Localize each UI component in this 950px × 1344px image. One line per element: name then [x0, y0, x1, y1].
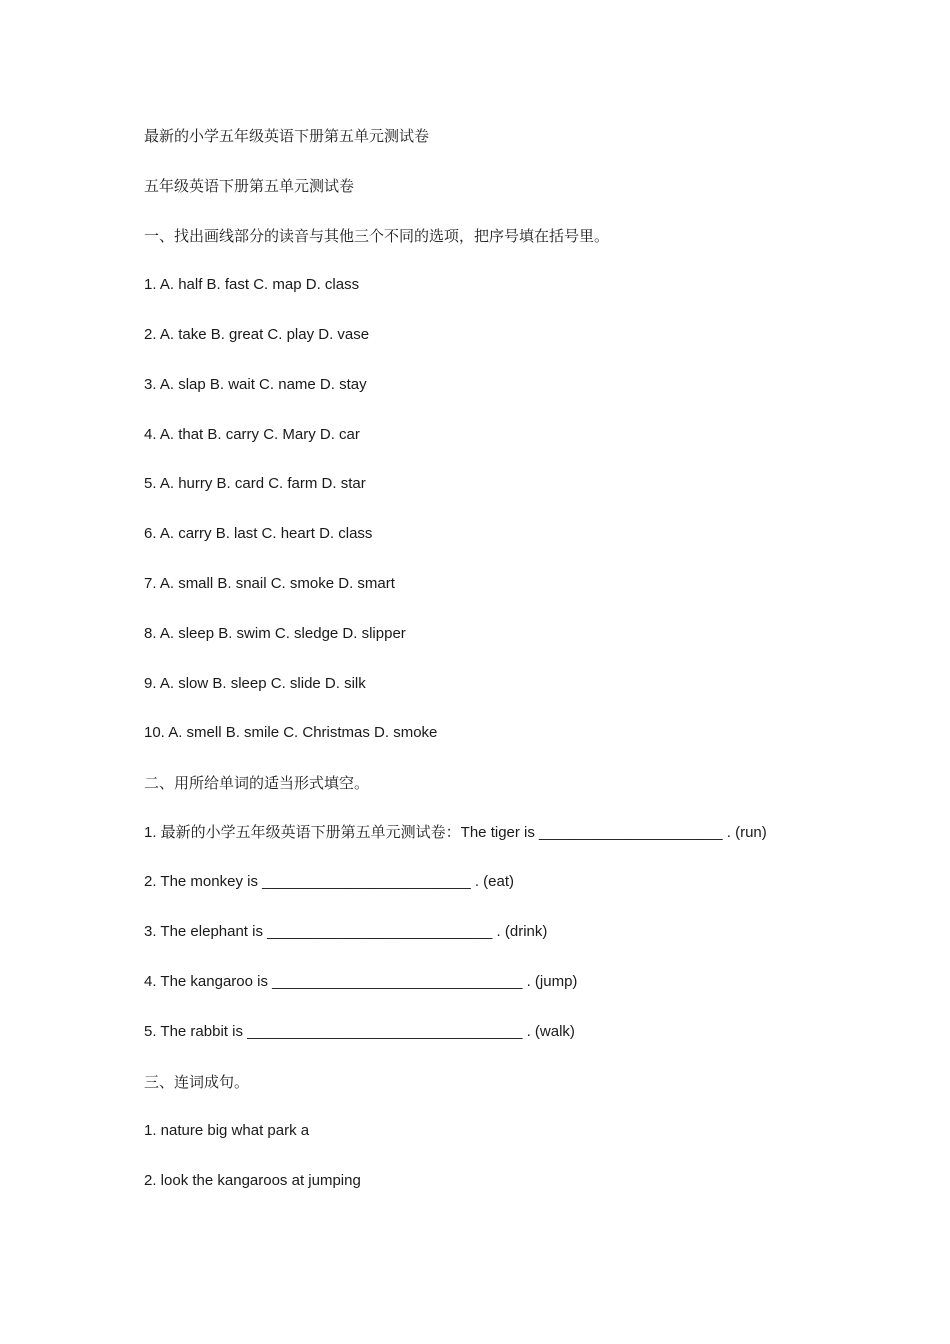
sentence-item: 1. nature big what park a [144, 1122, 310, 1139]
document-title: 最新的小学五年级英语下册第五单元测试卷 [144, 127, 430, 145]
question-item: 10. A. smell B. smile C. Christmas D. smoke [144, 724, 438, 741]
question-item: 2. A. take B. great C. play D. vase [144, 326, 370, 343]
fill-blank-item: 5. The rabbit is _________________________________ . (walk) [144, 1023, 575, 1040]
question-item: 3. A. slap B. wait C. name D. stay [144, 376, 367, 393]
section-3-heading: 三、连词成句。 [144, 1073, 250, 1091]
section-2-heading: 二、用所给单词的适当形式填空。 [144, 774, 370, 792]
fill-blank-item: 4. The kangaroo is ______________________________ . (jump) [144, 973, 578, 990]
question-item: 9. A. slow B. sleep C. slide D. silk [144, 675, 366, 692]
question-item: 4. A. that B. carry C. Mary D. car [144, 426, 360, 443]
question-item: 1. A. half B. fast C. map D. class [144, 276, 360, 293]
fill-blank-item: 3. The elephant is ___________________________ . (drink) [144, 923, 548, 940]
document-subtitle: 五年级英语下册第五单元测试卷 [144, 177, 355, 195]
fill-blank-item: 1. 最新的小学五年级英语下册第五单元测试卷：The tiger is ______________________ . (run) [144, 824, 767, 841]
fill-blank-item: 2. The monkey is _________________________ . (eat) [144, 873, 515, 890]
question-item: 5. A. hurry B. card C. farm D. star [144, 475, 366, 492]
section-1-heading: 一、找出画线部分的读音与其他三个不同的选项，把序号填在括号里。 [144, 227, 610, 245]
sentence-item: 2. look the kangaroos at jumping [144, 1172, 361, 1189]
question-item: 8. A. sleep B. swim C. sledge D. slipper [144, 625, 406, 642]
question-item: 7. A. small B. snail C. smoke D. smart [144, 575, 395, 592]
question-item: 6. A. carry B. last C. heart D. class [144, 525, 373, 542]
